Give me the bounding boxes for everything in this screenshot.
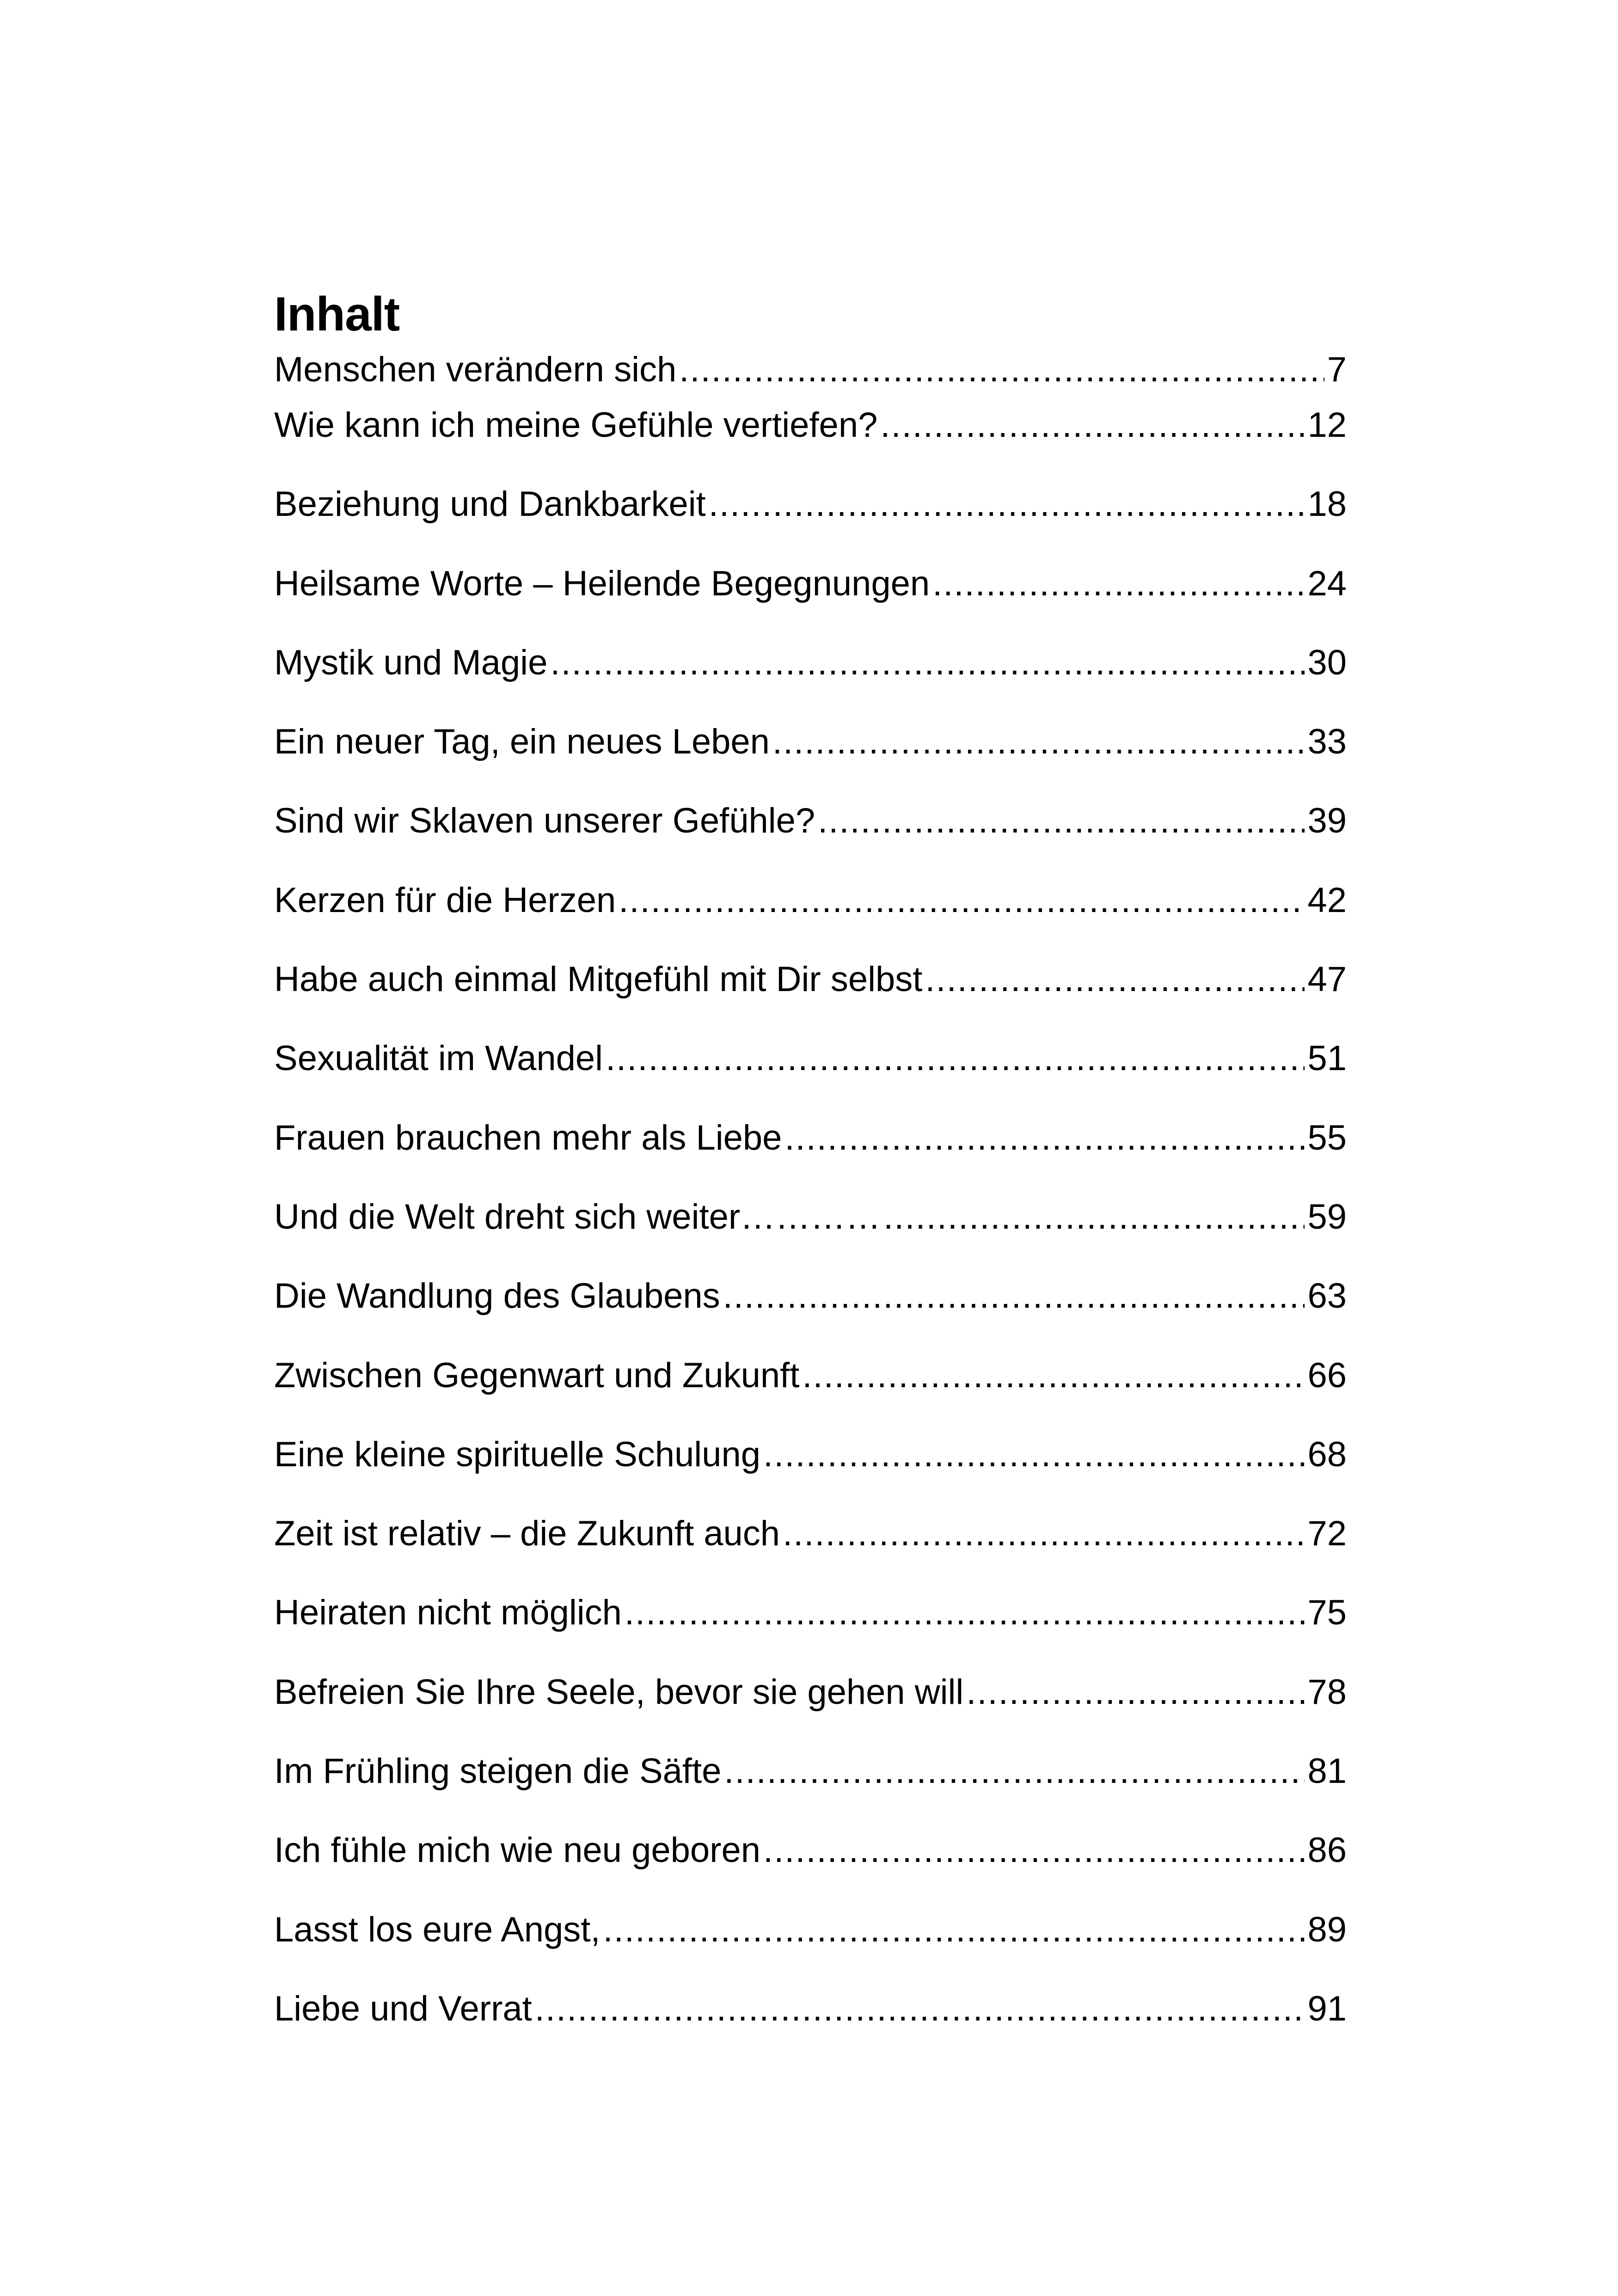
toc-entry[interactable] (274, 1194, 1347, 1273)
toc-entry[interactable] (274, 347, 1347, 402)
dot-leader (763, 1432, 1305, 1478)
toc-entry-page: 51 (1307, 1039, 1347, 1078)
dot-leader (709, 481, 1305, 527)
dot-leader (925, 956, 1305, 1003)
toc-entry-page: 78 (1307, 1672, 1347, 1712)
dot-leader (783, 1511, 1305, 1557)
toc-entry-title: Sind wir Sklaven unserer Gefühle? (274, 801, 815, 841)
dot-leader (723, 1273, 1305, 1319)
toc-entry[interactable] (274, 1907, 1347, 1986)
toc-entry-title: Heiraten nicht möglich (274, 1593, 622, 1633)
toc-entry-title: Sexualität im Wandel (274, 1039, 603, 1078)
toc-entry-title: Zwischen Gegenwart und Zukunft (274, 1355, 800, 1395)
toc-entry-title: Beziehung und Dankbarkeit (274, 484, 706, 524)
toc-entry-page: 72 (1307, 1514, 1347, 1554)
toc-entry-page: 59 (1307, 1197, 1347, 1237)
toc-entry-page: 30 (1307, 643, 1347, 682)
toc-entry-title: Wie kann ich meine Gefühle vertiefen? (274, 405, 878, 445)
toc-entry[interactable] (274, 1748, 1347, 1827)
dot-leader (603, 1907, 1305, 1953)
toc-entry-page: 24 (1307, 563, 1347, 603)
toc-entry-page: 81 (1307, 1751, 1347, 1791)
dot-leader (784, 1115, 1305, 1161)
toc-heading: Inhalt (274, 288, 400, 341)
toc-entry-title: Im Frühling steigen die Säfte (274, 1751, 722, 1791)
toc-entry-title: Eine kleine spirituelle Schulung (274, 1434, 760, 1474)
toc-entry-title: Liebe und Verrat (274, 1989, 532, 2028)
dot-leader (679, 347, 1324, 393)
dot-leader (724, 1748, 1305, 1794)
toc-entry-title: Zeit ist relativ – die Zukunft auch (274, 1514, 780, 1554)
toc-entry-page: 39 (1307, 801, 1347, 841)
toc-entry-page: 89 (1307, 1910, 1347, 1949)
toc-entry-page: 68 (1307, 1434, 1347, 1474)
toc-entry[interactable] (274, 798, 1347, 877)
dot-leader (883, 1194, 1305, 1240)
dot-leader (772, 719, 1305, 765)
toc-entry[interactable] (274, 1115, 1347, 1194)
toc-entry-page: 47 (1307, 960, 1347, 999)
dot-leader (625, 1590, 1305, 1636)
toc-entry-page: 18 (1307, 484, 1347, 524)
toc-entry-page: 66 (1307, 1355, 1347, 1395)
toc-entry-page: 12 (1307, 405, 1347, 445)
dot-leader (880, 402, 1305, 448)
toc-entry[interactable] (274, 1511, 1347, 1590)
toc-entry-title: Ein neuer Tag, ein neues Leben (274, 722, 770, 762)
toc-entry-page: 86 (1307, 1831, 1347, 1870)
dot-leader (619, 877, 1305, 924)
toc-entry[interactable] (274, 1353, 1347, 1432)
toc-entry[interactable] (274, 1986, 1347, 2065)
toc-entry-page: 75 (1307, 1593, 1347, 1633)
table-of-contents (274, 282, 1347, 2065)
toc-entry-title: Ich fühle mich wie neu geboren (274, 1831, 760, 1870)
toc-entry[interactable] (274, 561, 1347, 640)
toc-entry-page: 7 (1327, 350, 1347, 389)
toc-entry-title: Befreien Sie Ihre Seele, bevor sie gehen will (274, 1672, 964, 1712)
dot-leader (818, 798, 1305, 844)
toc-entry[interactable] (274, 481, 1347, 560)
toc-entry-page: 55 (1307, 1118, 1347, 1157)
toc-entry-page: 42 (1307, 880, 1347, 920)
toc-entry[interactable] (274, 956, 1347, 1035)
toc-entry-page: 33 (1307, 722, 1347, 762)
toc-entry[interactable] (274, 1432, 1347, 1511)
toc-entry[interactable] (274, 402, 1347, 481)
toc-entry[interactable] (274, 1590, 1347, 1669)
toc-entry-title: Habe auch einmal Mitgefühl mit Dir selbst (274, 960, 923, 999)
toc-entry-title: Die Wandlung des Glaubens (274, 1276, 720, 1316)
dot-leader (932, 561, 1305, 607)
dot-leader (535, 1986, 1305, 2032)
toc-entry[interactable] (274, 1827, 1347, 1906)
toc-entry[interactable] (274, 1035, 1347, 1114)
toc-entry-title: Und die Welt dreht sich weiter………… (274, 1197, 881, 1237)
toc-entry[interactable] (274, 1273, 1347, 1352)
toc-entry-title: Lasst los eure Angst, (274, 1910, 601, 1949)
toc-entry-title: Kerzen für die Herzen (274, 880, 616, 920)
toc-entry[interactable] (274, 640, 1347, 719)
toc-entry[interactable] (274, 877, 1347, 956)
toc-entry-title: Mystik und Magie (274, 643, 548, 682)
dot-leader (550, 640, 1305, 686)
dot-leader (606, 1035, 1305, 1082)
toc-entry[interactable] (274, 719, 1347, 798)
toc-entry-title: Frauen brauchen mehr als Liebe (274, 1118, 782, 1157)
toc-entry[interactable] (274, 1669, 1347, 1748)
toc-entry-title: Heilsame Worte – Heilende Begegnungen (274, 563, 930, 603)
toc-entry-page: 91 (1307, 1989, 1347, 2028)
dot-leader (802, 1353, 1305, 1399)
dot-leader (966, 1669, 1305, 1715)
toc-list (274, 347, 1347, 2065)
toc-entry-title: Menschen verändern sich (274, 350, 677, 389)
toc-entry-page: 63 (1307, 1276, 1347, 1316)
dot-leader (763, 1827, 1305, 1874)
